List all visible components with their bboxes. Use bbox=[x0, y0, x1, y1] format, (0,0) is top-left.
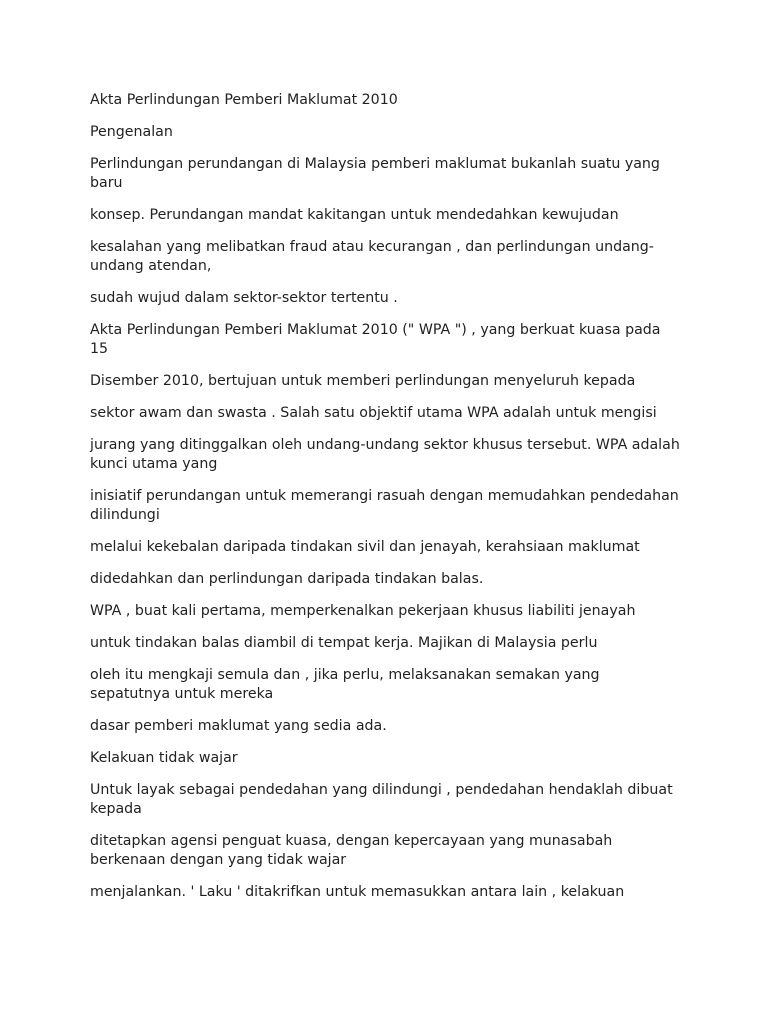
paragraph: Untuk layak sebagai pendedahan yang dilindungi , pendedahan hendaklah dibuat kepada bbox=[90, 782, 673, 817]
paragraph: untuk tindakan balas diambil di tempat kerja. Majikan di Malaysia perlu bbox=[90, 635, 598, 651]
paragraph: WPA , buat kali pertama, memperkenalkan pekerjaan khusus liabiliti jenayah bbox=[90, 603, 636, 619]
paragraph: oleh itu mengkaji semula dan , jika perlu, melaksanakan semakan yang sepatutnya untuk mereka bbox=[90, 667, 600, 702]
paragraph: sektor awam dan swasta . Salah satu objektif utama WPA adalah untuk mengisi bbox=[90, 405, 657, 421]
paragraph: Disember 2010, bertujuan untuk memberi perlindungan menyeluruh kepada bbox=[90, 373, 636, 389]
paragraph: kesalahan yang melibatkan fraud atau kecurangan , dan perlindungan undang-undang atendan, bbox=[90, 239, 654, 274]
paragraph: dasar pemberi maklumat yang sedia ada. bbox=[90, 718, 387, 734]
paragraph: konsep. Perundangan mandat kakitangan untuk mendedahkan kewujudan bbox=[90, 207, 619, 223]
paragraph: didedahkan dan perlindungan daripada tindakan balas. bbox=[90, 571, 484, 587]
document-body bbox=[90, 91, 680, 915]
paragraph: melalui kekebalan daripada tindakan sivil dan jenayah, kerahsiaan maklumat bbox=[90, 539, 640, 555]
paragraph: Perlindungan perundangan di Malaysia pemberi maklumat bukanlah suatu yang baru bbox=[90, 156, 660, 191]
paragraph: Akta Perlindungan Pemberi Maklumat 2010 (" WPA ") , yang berkuat kuasa pada 15 bbox=[90, 322, 661, 357]
document-title: Akta Perlindungan Pemberi Maklumat 2010 bbox=[90, 92, 398, 108]
paragraph: menjalankan. ' Laku ' ditakrifkan untuk memasukkan antara lain , kelakuan bbox=[90, 884, 625, 900]
paragraph: sudah wujud dalam sektor-sektor tertentu . bbox=[90, 290, 398, 306]
section-heading-kelakuan-tidak-wajar: Kelakuan tidak wajar bbox=[90, 750, 238, 766]
paragraph: inisiatif perundangan untuk memerangi rasuah dengan memudahkan pendedahan dilindungi bbox=[90, 488, 679, 523]
paragraph: jurang yang ditinggalkan oleh undang-undang sektor khusus tersebut. WPA adalah kunci utama yang bbox=[90, 437, 680, 472]
paragraph: ditetapkan agensi penguat kuasa, dengan kepercayaan yang munasabah berkenaan dengan yang tidak wajar bbox=[90, 833, 613, 868]
section-heading-pengenalan: Pengenalan bbox=[90, 124, 173, 140]
